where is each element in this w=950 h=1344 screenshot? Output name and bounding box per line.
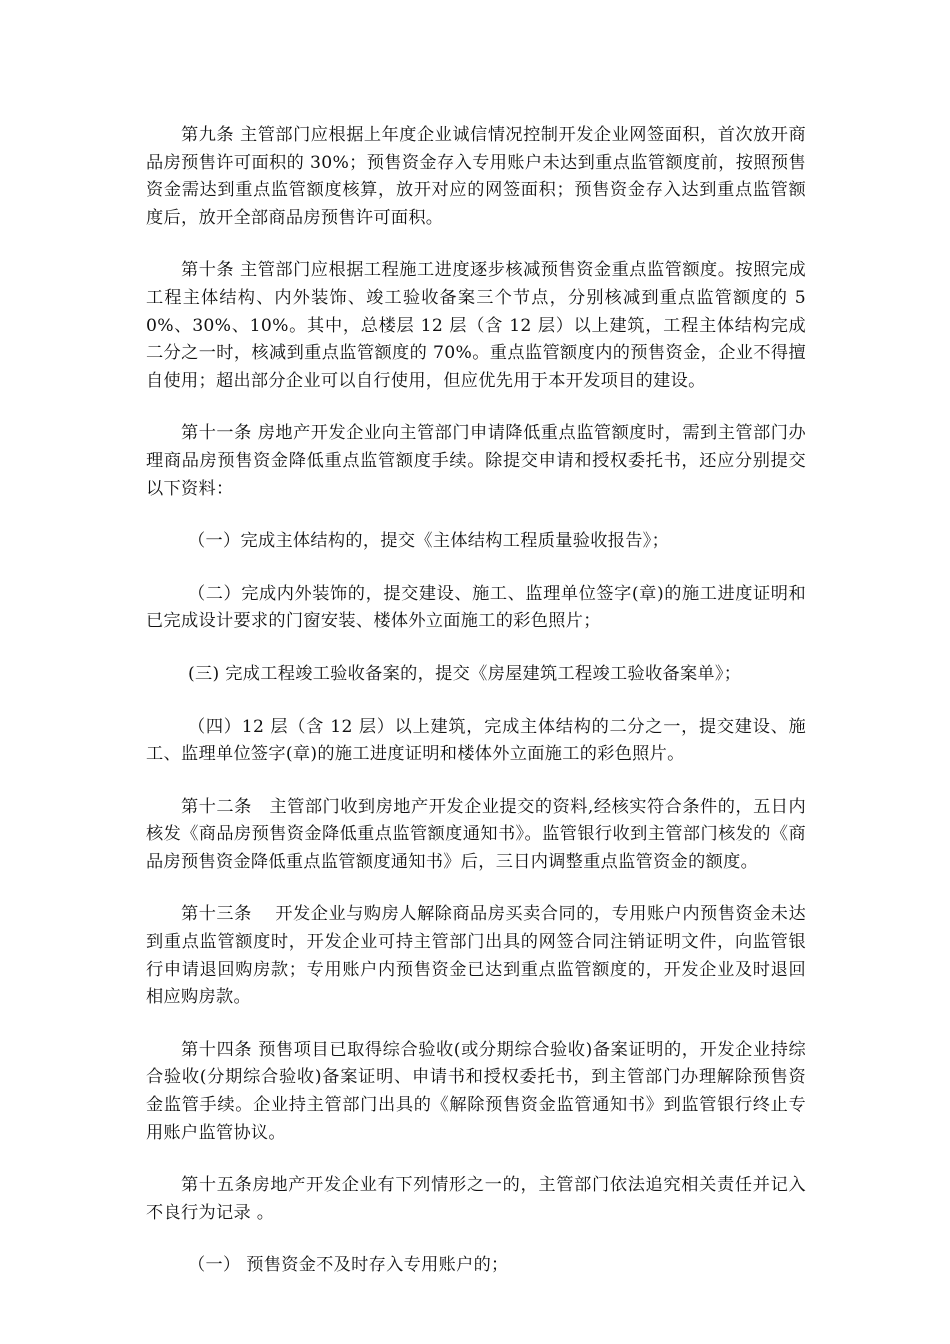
- article-11-item-4: （四）12 层（含 12 层）以上建筑，完成主体结构的二分之一，提交建设、施工、监理单位签字(章)的施工进度证明和楼体外立面施工的彩色照片。: [146, 716, 806, 765]
- article-9-paragraph: 第九条 主管部门应根据上年度企业诚信情况控制开发企业网签面积，首次放开商品房预售许可面积的 30%；预售资金存入专用账户未达到重点监管额度前，按照预售资金需达到重点监管额度核算，放开对应的网签面积；预售资金存入达到重点监管额度后，放开全部商品房预售许可面积。: [146, 125, 806, 228]
- document-body: [146, 122, 806, 1305]
- article-11-item-1: （一）完成主体结构的，提交《主体结构工程质量验收报告》；: [188, 531, 670, 552]
- article-12-paragraph: 第十二条 主管部门收到房地产开发企业提交的资料,经核实符合条件的，五日内核发《商品房预售资金降低重点监管额度通知书》。监管银行收到主管部门核发的《商品房预售资金降低重点监管额度通知书》后，三日内调整重点监管资金的额度。: [146, 796, 806, 872]
- article-10-paragraph: 第十条 主管部门应根据工程施工进度逐步核减预售资金重点监管额度。按照完成工程主体结构、内外装饰、竣工验收备案三个节点，分别核减到重点监管额度的 50%、30%、10%。其中，总楼层 12 层（含 12 层）以上建筑，工程主体结构完成二分之一时，核减到重点监管额度的 70%。重点监管额度内的预售资金，企业不得擅自使用；超出部分企业可以自行使用，但应优先用于本开发项目的建设。: [146, 260, 806, 391]
- article-11-paragraph: 第十一条 房地产开发企业向主管部门申请降低重点监管额度时，需到主管部门办理商品房预售资金降低重点监管额度手续。除提交申请和授权委托书，还应分别提交以下资料：: [146, 423, 806, 499]
- article-14-paragraph: 第十四条 预售项目已取得综合验收(或分期综合验收)备案证明的，开发企业持综合验收(分期综合验收)备案证明、申请书和授权委托书，到主管部门办理解除预售资金监管手续。企业持主管部门出具的《解除预售资金监管通知书》到监管银行终止专用账户监管协议。: [146, 1039, 806, 1143]
- article-15-item-1: （一） 预售资金不及时存入专用账户的；: [188, 1255, 509, 1276]
- article-15-paragraph: 第十五条房地产开发企业有下列情形之一的，主管部门依法追究相关责任并记入不良行为记录 。: [146, 1175, 806, 1223]
- article-11-item-2: （二）完成内外装饰的，提交建设、施工、监理单位签字(章)的施工进度证明和已完成设计要求的门窗安装、楼体外立面施工的彩色照片；: [146, 583, 806, 632]
- article-13-paragraph: 第十三条 开发企业与购房人解除商品房买卖合同的，专用账户内预售资金未达到重点监管额度时，开发企业可持主管部门出具的网签合同注销证明文件，向监管银行申请退回购房款；专用账户内预售资金已达到重点监管额度的，开发企业及时退回相应购房款。: [146, 904, 806, 1008]
- article-11-item-3: (三) 完成工程竣工验收备案的，提交《房屋建筑工程竣工验收备案单》；: [188, 663, 742, 684]
